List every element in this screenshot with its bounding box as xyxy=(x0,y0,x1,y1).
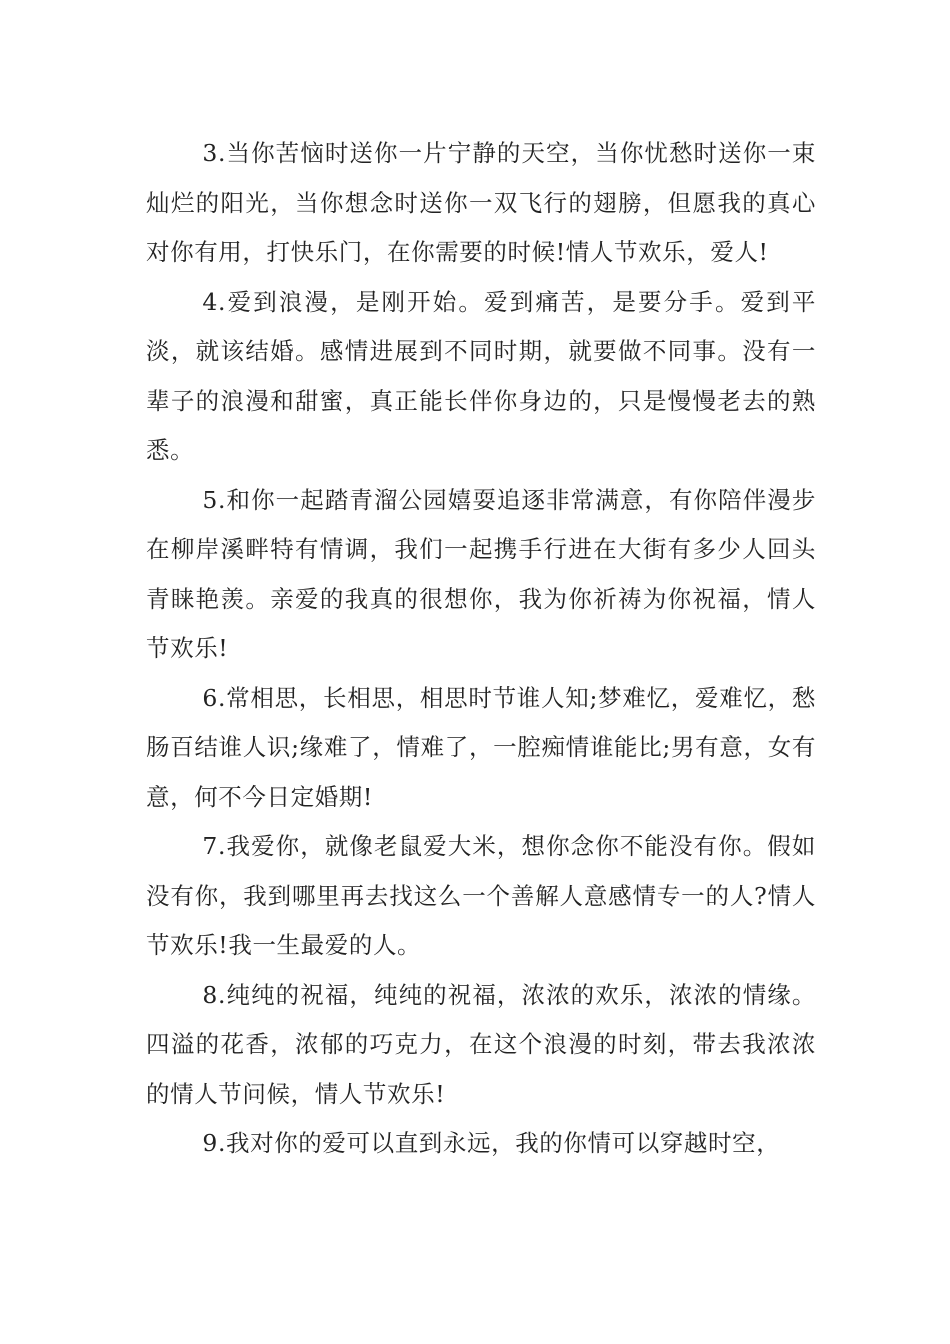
paragraph-9: 9.我对你的爱可以直到永远，我的你情可以穿越时空， xyxy=(202,1129,781,1157)
paragraph-6: 6.常相思，长相思，相思时节谁人知;梦难忆，爱难忆，愁肠百结谁人识;缘难了，情难了，一腔痴情谁能比;男有意，女有意，何不今日定婚期! xyxy=(146,683,816,811)
paragraph-3: 3.当你苦恼时送你一片宁静的天空，当你忧愁时送你一束灿烂的阳光，当你想念时送你一双飞行的翅膀，但愿我的真心对你有用，打快乐门，在你需要的时候!情人节欢乐，爱人! xyxy=(146,139,816,266)
document-body xyxy=(146,129,816,1169)
paragraph-5: 5.和你一起踏青溜公园嬉耍追逐非常满意，有你陪伴漫步在柳岸溪畔特有情调，我们一起携手行进在大街有多少人回头青睐艳羡。亲爱的我真的很想你，我为你祈祷为你祝福，情人节欢乐! xyxy=(146,485,816,662)
paragraph-7: 7.我爱你，就像老鼠爱大米，想你念你不能没有你。假如没有你，我到哪里再去找这么一个善解人意感情专一的人?情人节欢乐!我一生最爱的人。 xyxy=(146,832,816,959)
paragraph-8: 8.纯纯的祝福，纯纯的祝福，浓浓的欢乐，浓浓的情缘。四溢的花香，浓郁的巧克力，在这个浪漫的时刻，带去我浓浓的情人节问候，情人节欢乐! xyxy=(146,980,816,1108)
paragraph-4: 4.爱到浪漫，是刚开始。爱到痛苦，是要分手。爱到平淡，就该结婚。感情进展到不同时期，就要做不同事。没有一辈子的浪漫和甜蜜，真正能长伴你身边的，只是慢慢老去的熟悉。 xyxy=(146,287,816,464)
